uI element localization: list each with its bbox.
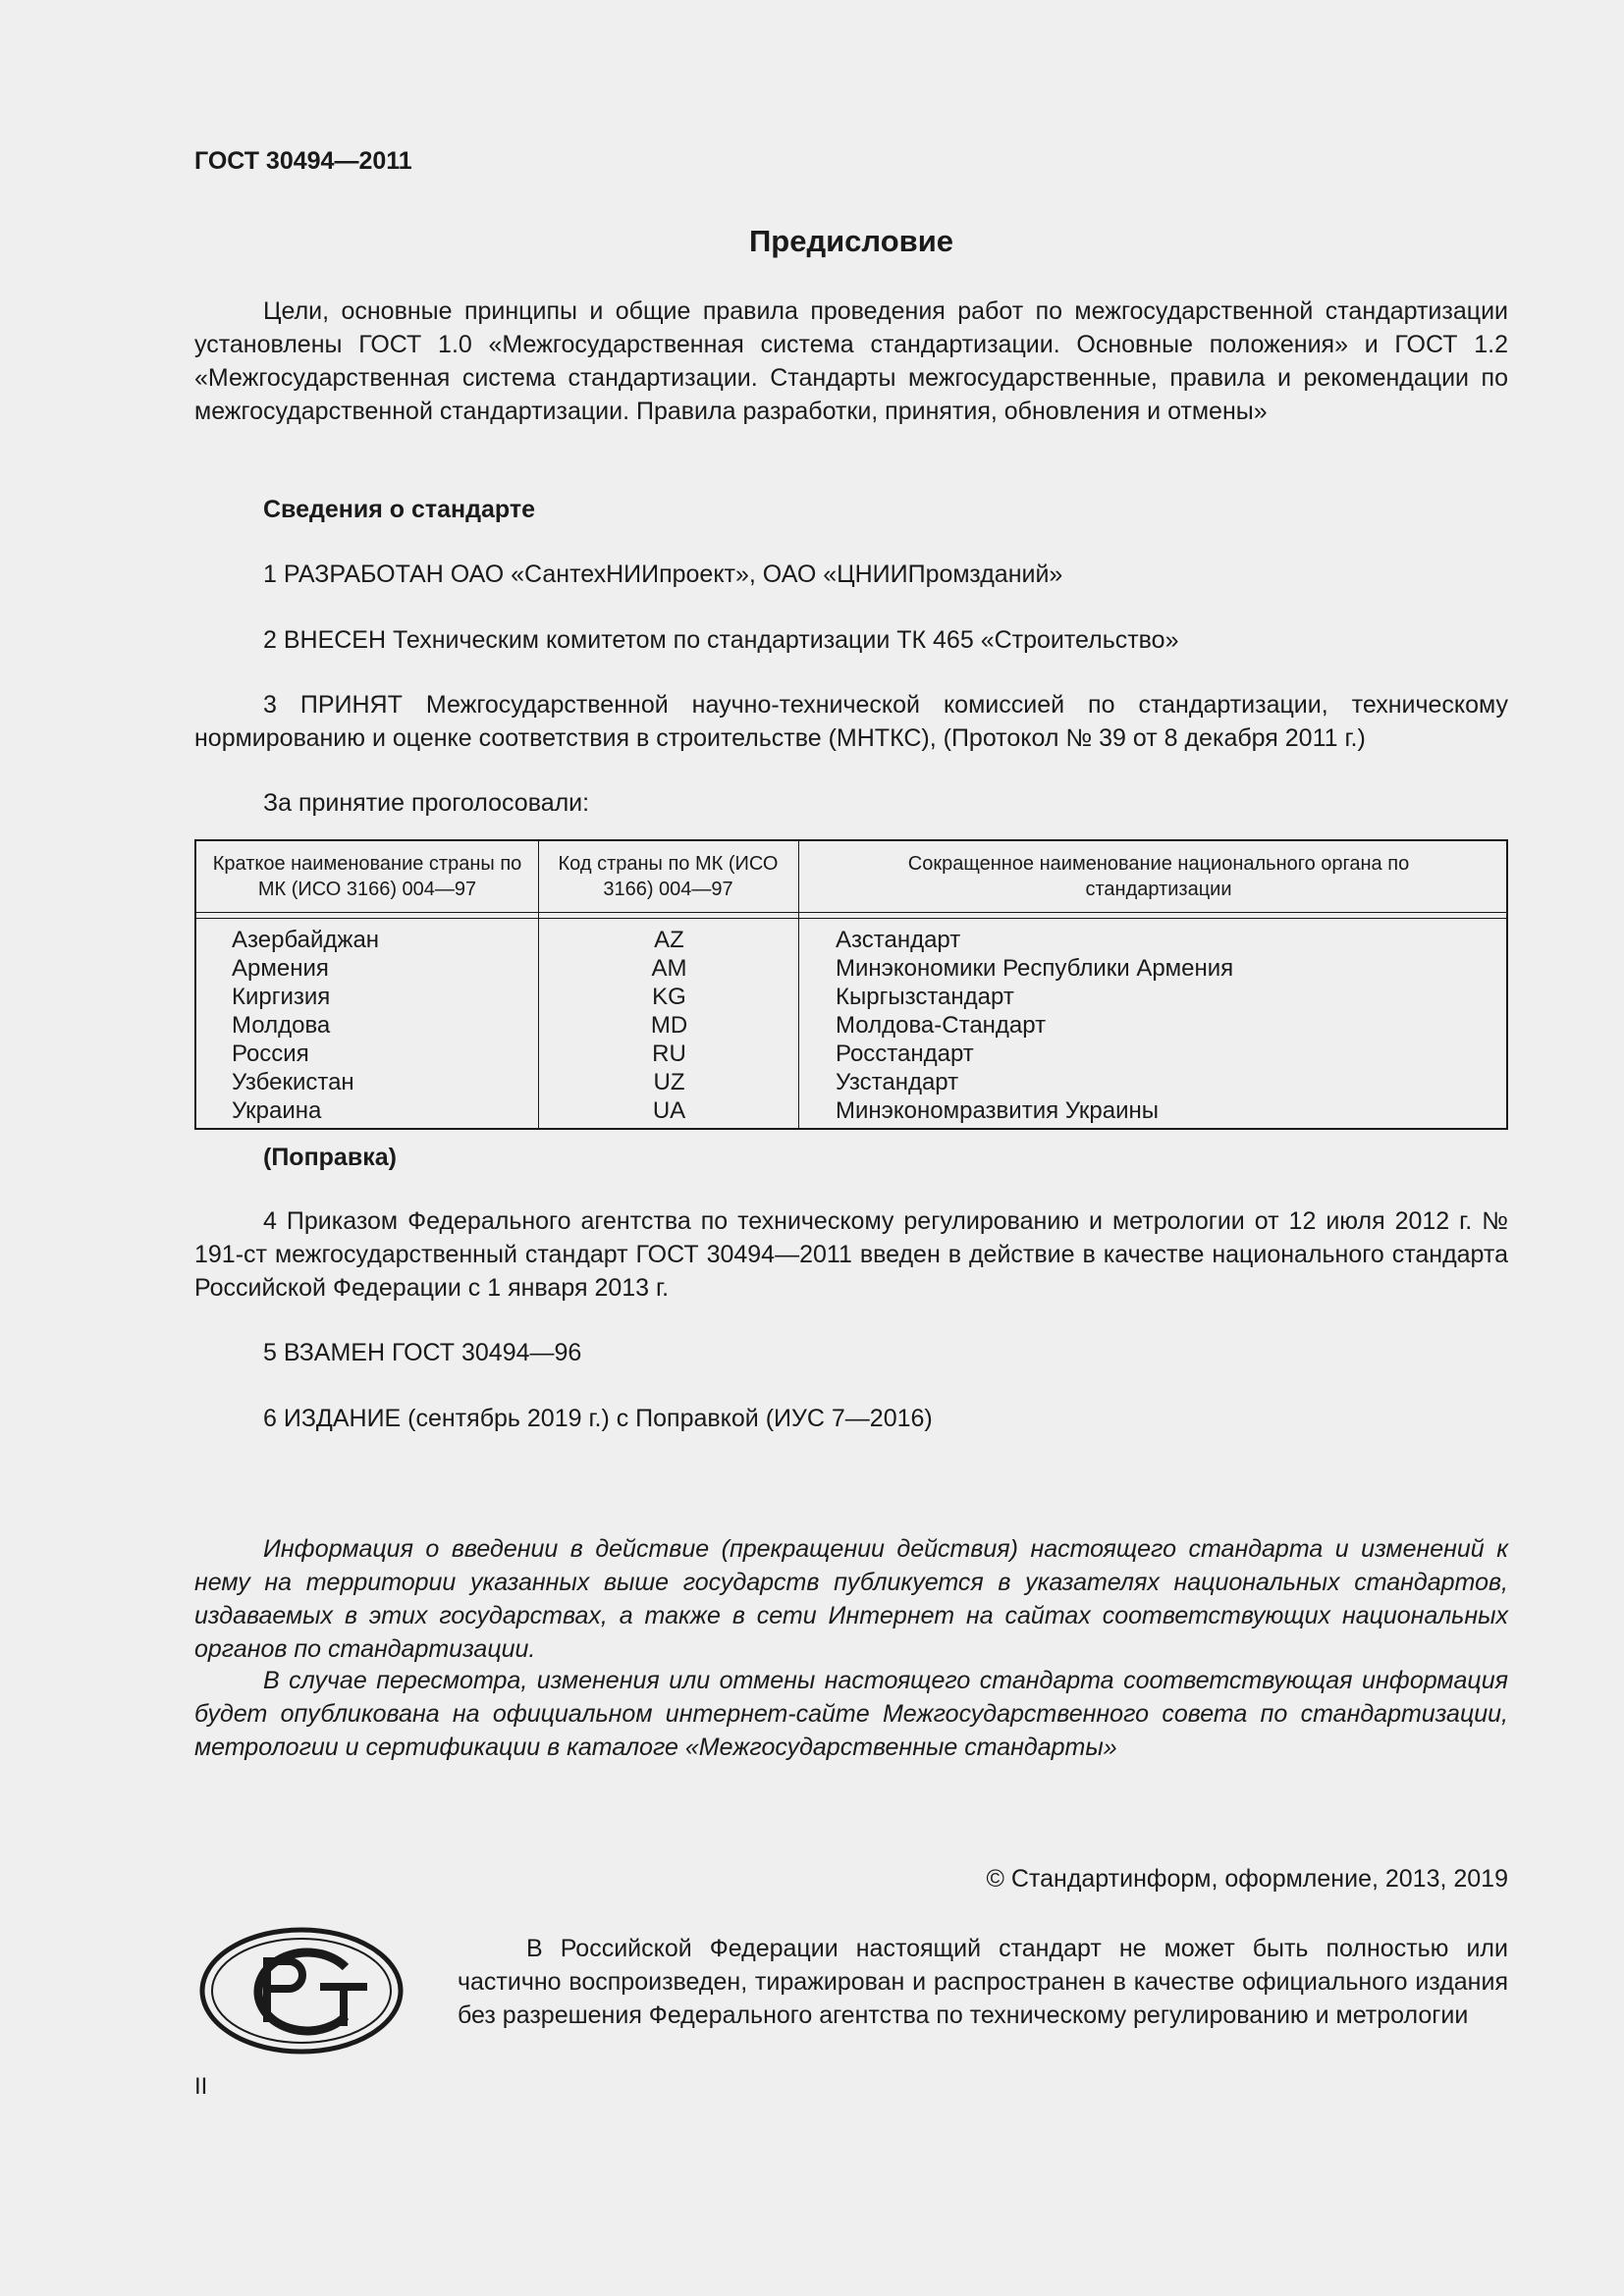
table-col-divider — [798, 841, 799, 1128]
table-cell: Узбекистан — [232, 1069, 354, 1095]
info-heading: Сведения о стандарте — [263, 496, 536, 523]
item-6: 6 ИЗДАНИЕ (сентябрь 2019 г.) с Поправкой (ИУС 7—2016) — [263, 1405, 933, 1432]
table-cell: Минэкономразвития Украины — [836, 1097, 1160, 1124]
table-cell: Армения — [232, 955, 329, 982]
table-cell: Азербайджан — [232, 927, 380, 953]
table-cell: UZ — [653, 1069, 685, 1095]
table-header-divider — [196, 912, 1506, 913]
intro-paragraph: Цели, основные принципы и общие правила проведения работ по межгосударственной стандартизации установлены ГОСТ 1.0 «Межгосударственная система стандартизации. Основные положения» и ГОСТ 1.2 «Межгосударственная система стандартизации. Стандарты межгосударственные, правила и рекомендации по межгосударственной стандартизации. Правила разработки, принятия, обновления и отмены» — [194, 297, 1508, 425]
italic-note-1: Информация о введении в действие (прекращении действия) настоящего стандарта и изменений к нему на территории указанных выше государств публикуется в указателях национальных стандартов, издаваемых в этих государствах, а также в сети Интернет на сайтах соответствующих национальных органов по стандартизации. — [194, 1535, 1508, 1663]
table-cell: KG — [652, 984, 686, 1010]
table-cell: Узстандарт — [836, 1069, 959, 1095]
item-5: 5 ВЗАМЕН ГОСТ 30494—96 — [263, 1339, 582, 1366]
table-cell: Росстандарт — [836, 1041, 974, 1067]
copyright: © Стандартинформ, оформление, 2013, 2019 — [986, 1865, 1508, 1893]
item-1: 1 РАЗРАБОТАН ОАО «СантехНИИпроект», ОАО «ЦНИИПромзданий» — [263, 561, 1063, 588]
table-col-country — [232, 926, 526, 1125]
table-cell: AZ — [654, 927, 684, 953]
doc-code: ГОСТ 30494—2011 — [194, 147, 412, 175]
table-header-code: Код страны по МК (ИСО 3166) 004—97 — [558, 853, 779, 900]
table-col-code — [540, 926, 798, 1125]
page-title: Предисловие — [748, 224, 953, 258]
table-col-body — [836, 926, 1484, 1125]
table-header-country: Краткое наименование страны по МК (ИСО 3166) 004—97 — [212, 853, 522, 900]
item-2: 2 ВНЕСЕН Техническим комитетом по стандартизации ТК 465 «Строительство» — [263, 626, 1179, 654]
item-4: 4 Приказом Федерального агентства по техническому регулированию и метрологии от 12 июля 2012 г. № 191-ст межгосударственный стандарт ГОСТ 30494—2011 введен в действие в качестве национального стандарта Российской Федерации с 1 января 2013 г. — [194, 1207, 1508, 1302]
table-cell: AM — [651, 955, 687, 982]
item-3: 3 ПРИНЯТ Межгосударственной научно-технической комиссией по стандартизации, техническому нормированию и оценке соответствия в строительстве (МНТКС), (Протокол № 39 от 8 декабря 2011 г.) — [194, 691, 1508, 752]
amendment-label: (Поправка) — [263, 1144, 397, 1171]
table-cell: MD — [650, 1012, 688, 1039]
table-header-divider — [196, 918, 1506, 919]
table-cell: Молдова — [232, 1012, 331, 1039]
table-cell: RU — [652, 1041, 686, 1067]
table-col-divider — [538, 841, 539, 1128]
table-cell: Минэкономики Республики Армения — [836, 955, 1234, 982]
table-cell: Россия — [232, 1041, 309, 1067]
table-header-body: Сокращенное наименование национального органа по стандартизации — [907, 853, 1410, 900]
table-cell: Кыргызстандарт — [836, 984, 1014, 1010]
table-cell: Азстандарт — [836, 927, 961, 953]
page-number: II — [194, 2073, 208, 2100]
table-cell: Украина — [232, 1097, 322, 1124]
table-cell: UA — [652, 1097, 686, 1124]
italic-note-2: В случае пересмотра, изменения или отмены настоящего стандарта соответствующая информация будет опубликована на официальном интернет-сайте Межгосударственного совета по стандартизации, метрологии и сертификации в каталоге «Межгосударственные стандарты» — [194, 1667, 1508, 1761]
rst-logo-icon — [198, 1926, 405, 2056]
table-cell: Киргизия — [232, 984, 331, 1010]
table-cell: Молдова-Стандарт — [836, 1012, 1047, 1039]
copyright-notice: В Российской Федерации настоящий стандарт не может быть полностью или частично воспроизведен, тиражирован и распространен в качестве официального издания без разрешения Федерального агентства по техническому регулированию и метрологии — [458, 1935, 1508, 2029]
voted-label: За принятие проголосовали: — [263, 789, 590, 817]
voting-table — [194, 839, 1508, 1130]
